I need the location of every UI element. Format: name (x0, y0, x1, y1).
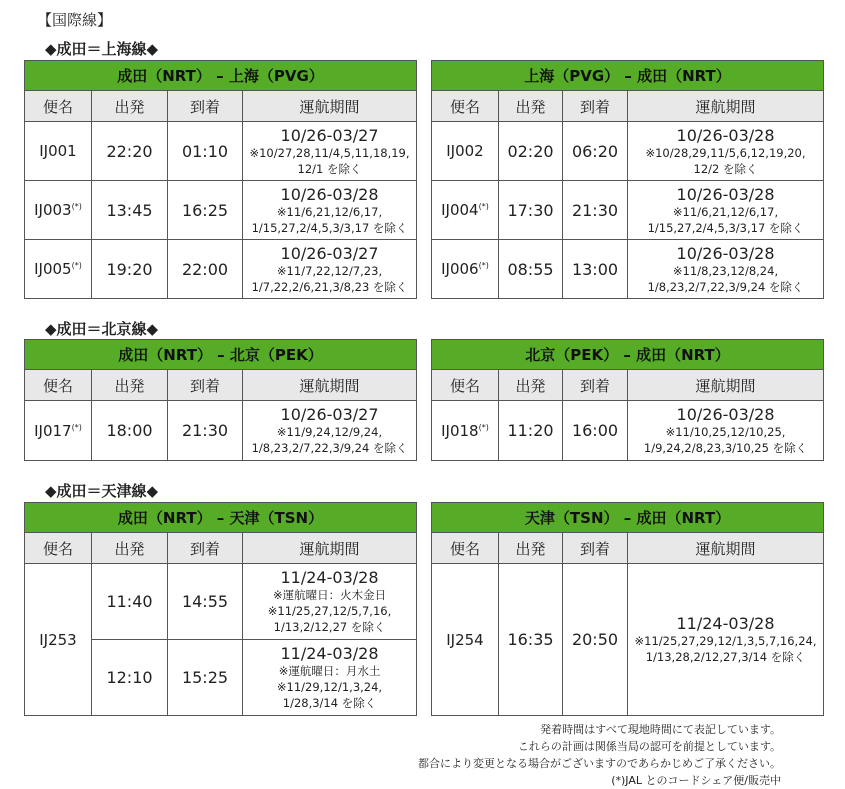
route-header: 成田（NRT） – 上海（PVG） (25, 61, 417, 91)
flight-number: IJ005(*) (25, 240, 92, 299)
col-departure: 出発 (92, 533, 168, 564)
route-header: 天津（TSN） – 成田（NRT） (432, 503, 824, 533)
arrival-time: 21:30 (563, 181, 628, 240)
period-note: 12/2 を除く (693, 161, 758, 176)
table-row (432, 564, 824, 716)
departure-time: 22:20 (92, 122, 168, 181)
period-note: ※11/6,21,12/6,17, (672, 204, 779, 219)
page-heading: 【国際線】 (37, 11, 113, 29)
period-note: 1/28,3/14 を除く (282, 696, 377, 710)
table-row (432, 240, 824, 299)
period-note: 1/8,23,2/7,22,3/9,24 を除く (251, 441, 408, 455)
col-period: 運航期間 (243, 370, 417, 401)
col-period: 運航期間 (628, 370, 824, 401)
timetable-tsn-nrt (431, 502, 824, 716)
route-header: 成田（NRT） – 北京（PEK） (25, 340, 417, 370)
period-range: 10/26-03/28 (676, 243, 775, 263)
period-range: 11/24-03/28 (676, 614, 775, 633)
arrival-time: 16:25 (168, 181, 243, 240)
route-header: 北京（PEK） – 成田（NRT） (432, 340, 824, 370)
period-note: ※11/6,21,12/6,17, (276, 204, 383, 219)
flight-number: IJ004(*) (432, 181, 499, 240)
arrival-time: 20:50 (563, 564, 628, 716)
flight-number: IJ006(*) (432, 240, 499, 299)
period-note: 1/15,27,2/4,5,3/3,17 を除く (647, 220, 804, 235)
period-note: ※運航曜日：火木金日 (272, 588, 387, 602)
table-row (432, 122, 824, 181)
departure-time: 17:30 (499, 181, 563, 240)
departure-time: 18:00 (92, 401, 168, 461)
timetable-nrt-pek (24, 339, 417, 461)
operation-period (628, 122, 824, 181)
col-flight: 便名 (432, 533, 499, 564)
period-note: 1/9,24,2/8,23,3/10,25 を除く (643, 441, 808, 455)
flight-number: IJ002 (432, 122, 499, 181)
timetable-pvg-nrt (431, 60, 824, 299)
footnote-line: 発着時間はすべて現地時間にて表記しています。 (540, 723, 781, 736)
departure-time: 19:20 (92, 240, 168, 299)
period-note: ※11/25,27,12/5,7,16, (267, 604, 392, 618)
table-row (25, 122, 417, 181)
operation-period (243, 181, 417, 240)
col-period: 運航期間 (628, 533, 824, 564)
timetable-pek-nrt (431, 339, 824, 461)
arrival-time: 13:00 (563, 240, 628, 299)
table-row (25, 401, 417, 461)
period-note: ※10/28,29,11/5,6,12,19,20, (645, 145, 806, 160)
period-note: ※11/7,22,12/7,23, (276, 263, 383, 278)
period-note: ※11/9,24,12/9,24, (276, 425, 383, 439)
col-arrival: 到着 (563, 91, 628, 122)
period-note: 1/13,28,2/12,27,3/14 を除く (645, 650, 806, 664)
footnote-line: これらの計画は関係当局の認可を前提としています。 (517, 740, 781, 753)
col-arrival: 到着 (168, 91, 243, 122)
col-period: 運航期間 (243, 533, 417, 564)
footnotes (418, 721, 781, 789)
departure-time: 13:45 (92, 181, 168, 240)
col-arrival: 到着 (168, 533, 243, 564)
col-flight: 便名 (432, 91, 499, 122)
period-range: 10/26-03/28 (676, 405, 775, 424)
col-flight: 便名 (432, 370, 499, 401)
col-period: 運航期間 (628, 91, 824, 122)
period-range: 10/26-03/28 (280, 184, 379, 204)
timetable-nrt-tsn (24, 502, 417, 716)
period-range: 11/24-03/28 (280, 644, 379, 663)
period-range: 10/26-03/27 (280, 405, 379, 424)
period-range: 10/26-03/27 (280, 125, 379, 145)
period-note: 1/7,22,2/6,21,3/8,23 を除く (251, 279, 408, 294)
period-note: ※11/25,27,29,12/1,3,5,7,16,24, (634, 634, 817, 648)
flight-number: IJ001 (25, 122, 92, 181)
period-note: ※10/27,28,11/4,5,11,18,19, (249, 145, 410, 160)
table-row (25, 240, 417, 299)
period-range: 11/24-03/28 (280, 568, 379, 587)
departure-time: 16:35 (499, 564, 563, 716)
period-note: 12/1 を除く (297, 161, 362, 176)
arrival-time: 21:30 (168, 401, 243, 461)
route-header: 上海（PVG） – 成田（NRT） (432, 61, 824, 91)
col-departure: 出発 (499, 533, 563, 564)
col-arrival: 到着 (168, 370, 243, 401)
route-header: 成田（NRT） – 天津（TSN） (25, 503, 417, 533)
col-departure: 出発 (92, 91, 168, 122)
period-note: ※11/10,25,12/10,25, (665, 425, 786, 439)
period-note: 1/8,23,2/7,22,3/9,24 を除く (647, 279, 804, 294)
arrival-time: 16:00 (563, 401, 628, 461)
operation-period (628, 181, 824, 240)
col-flight: 便名 (25, 533, 92, 564)
col-arrival: 到着 (563, 370, 628, 401)
section-title-beijing: ◆成田＝北京線◆ (45, 320, 159, 338)
col-departure: 出発 (499, 91, 563, 122)
departure-time: 12:10 (92, 640, 168, 716)
section-title-shanghai: ◆成田＝上海線◆ (45, 40, 159, 58)
flight-number: IJ253 (25, 564, 92, 716)
flight-number: IJ003(*) (25, 181, 92, 240)
flight-number: IJ017(*) (25, 401, 92, 461)
departure-time: 11:20 (499, 401, 563, 461)
table-row (25, 564, 417, 640)
arrival-time: 15:25 (168, 640, 243, 716)
departure-time: 02:20 (499, 122, 563, 181)
period-note: 1/15,27,2/4,5,3/3,17 を除く (251, 220, 408, 235)
operation-period (243, 640, 417, 716)
operation-period (243, 564, 417, 640)
arrival-time: 22:00 (168, 240, 243, 299)
operation-period (628, 240, 824, 299)
col-flight: 便名 (25, 91, 92, 122)
timetable-nrt-pvg (24, 60, 417, 299)
period-note: ※11/29,12/1,3,24, (276, 680, 383, 694)
section-title-tianjin: ◆成田＝天津線◆ (45, 482, 159, 500)
col-arrival: 到着 (563, 533, 628, 564)
col-departure: 出発 (499, 370, 563, 401)
arrival-time: 14:55 (168, 564, 243, 640)
operation-period (243, 122, 417, 181)
period-range: 10/26-03/28 (676, 184, 775, 204)
period-range: 10/26-03/27 (280, 243, 379, 263)
period-note: ※運航曜日：月水土 (278, 664, 381, 678)
departure-time: 08:55 (499, 240, 563, 299)
period-note: ※11/8,23,12/8,24, (672, 263, 779, 278)
operation-period (243, 240, 417, 299)
table-row (432, 181, 824, 240)
flight-number: IJ254 (432, 564, 499, 716)
departure-time: 11:40 (92, 564, 168, 640)
footnote-line: 都合により変更となる場合がございますのであらかじめご了承ください。 (418, 757, 781, 770)
period-note: 1/13,2/12,27 を除く (273, 620, 386, 634)
table-row (432, 401, 824, 461)
operation-period (628, 401, 824, 461)
flight-number: IJ018(*) (432, 401, 499, 461)
col-flight: 便名 (25, 370, 92, 401)
footnote-line: (*)JAL とのコードシェア便/販売中 (611, 774, 781, 787)
arrival-time: 01:10 (168, 122, 243, 181)
arrival-time: 06:20 (563, 122, 628, 181)
period-range: 10/26-03/28 (676, 125, 775, 145)
col-departure: 出発 (92, 370, 168, 401)
operation-period (243, 401, 417, 461)
table-row (25, 181, 417, 240)
operation-period (628, 564, 824, 716)
col-period: 運航期間 (243, 91, 417, 122)
